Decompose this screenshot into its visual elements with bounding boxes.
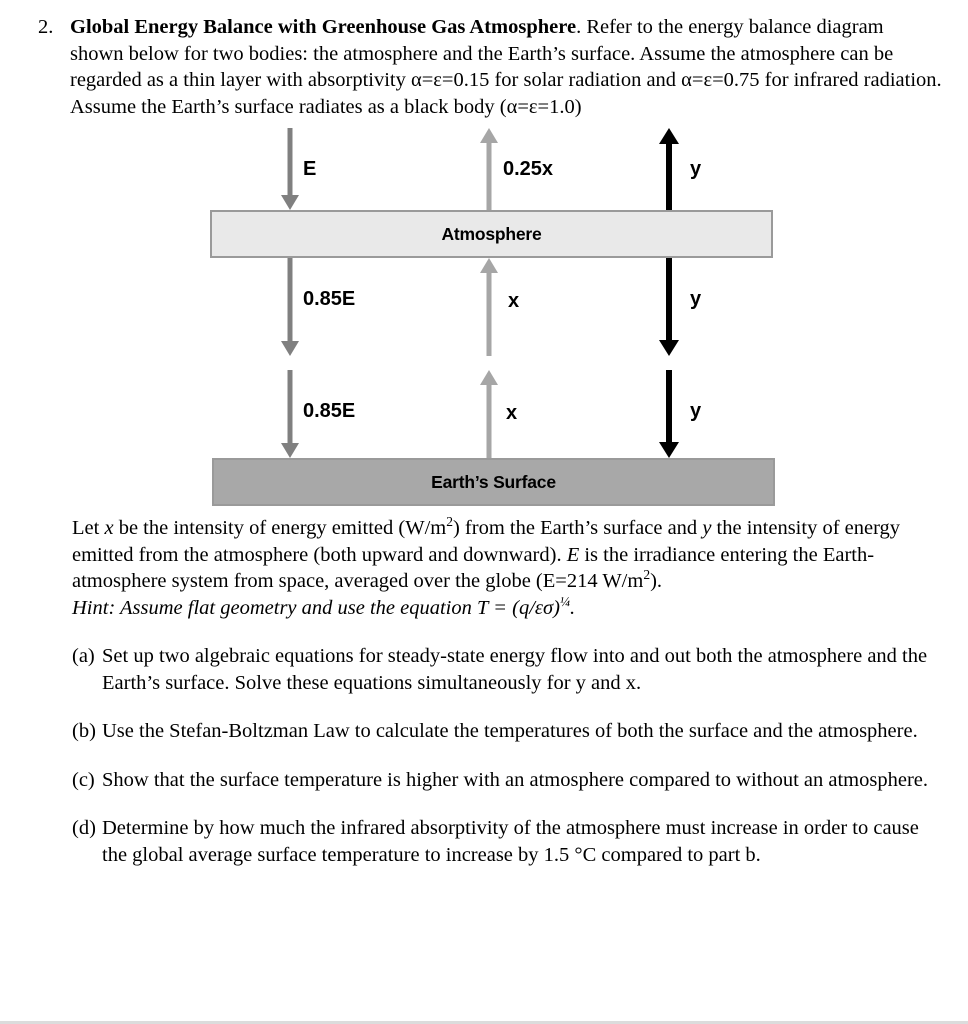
def-superscript-2a: 2 xyxy=(446,514,453,530)
arrow-shaft xyxy=(487,142,492,210)
def-part-d: the intensity of energy emitted from the atmosphere (both upward and downward). xyxy=(72,517,901,566)
arrow-head-down xyxy=(281,195,299,210)
part-text-b: Use the Stefan-Boltzman Law to calculate the temperatures of both the surface and the atmosphere. xyxy=(102,720,918,742)
problem-number: 2. xyxy=(38,16,54,38)
hint-exponent: ¼ xyxy=(559,593,571,609)
part-text-c: Show that the surface temperature is higher with an atmosphere compared to without an atmosphere. xyxy=(102,768,929,791)
arrow-label-atmosphere-emission-down-upper: y xyxy=(690,288,702,310)
part-marker-a: (a) xyxy=(72,645,95,667)
arrow-label-atmosphere-emission-up: y xyxy=(690,158,702,180)
problem-intro-continuation: . Refer to the energy balance diagram shown below for two bodies: the atmosphere and the Earth’s surface. Assume the atmosphere can be regarded as a thin layer with absorptivity α=ε=0.15 for solar radiation and α=ε=0.75 for infrared radiation. Assume the Earth’s surface radiates as a black body (α=ε=1.0) xyxy=(70,16,942,118)
energy-balance-diagram xyxy=(0,120,968,515)
def-var-E: E xyxy=(566,543,580,566)
arrow-solar-to-surface xyxy=(280,370,300,458)
problem-part-b xyxy=(72,718,942,745)
arrow-label-surface-emission-upper: x xyxy=(508,290,520,312)
arrow-shaft xyxy=(666,143,672,210)
problem-part-c xyxy=(72,767,942,794)
arrow-solar-through-atmosphere xyxy=(280,258,300,356)
arrow-label-incoming-solar-top: E xyxy=(303,158,317,180)
arrow-head-down xyxy=(281,341,299,356)
problem-parts-list xyxy=(0,643,968,868)
earth-surface-layer-label: Earth’s Surface xyxy=(431,471,556,492)
arrow-atmosphere-emission-down-lower xyxy=(659,370,679,458)
def-var-x: x xyxy=(104,517,114,539)
definitions-paragraph xyxy=(0,515,968,621)
arrow-label-solar-through-atmosphere: 0.85E xyxy=(303,288,356,310)
arrow-reflected-emitted-top xyxy=(479,128,499,210)
atmosphere-layer-label: Atmosphere xyxy=(441,223,542,244)
atmosphere-layer-box xyxy=(210,210,773,258)
def-lead: Let xyxy=(72,517,105,539)
def-part-c: ) from the Earth’s surface and xyxy=(452,517,703,539)
problem-row xyxy=(38,14,942,120)
def-part-f: ). xyxy=(650,570,663,592)
arrow-label-surface-emission-lower: x xyxy=(506,402,518,424)
arrow-head-down xyxy=(659,340,679,356)
earth-surface-layer-box xyxy=(212,458,775,506)
arrow-shaft xyxy=(666,258,672,341)
part-text-d: Determine by how much the infrared absorptivity of the atmosphere must increase in order to cause the global average surface temperature to increase by 1.5 °C compared to part b. xyxy=(102,817,919,866)
hint-text: Hint: Assume flat geometry and use the equation T = (q/εσ) xyxy=(72,596,560,619)
arrow-label-reflected-emitted-top: 0.25x xyxy=(503,158,554,180)
arrow-head-down xyxy=(281,443,299,458)
problem-part-a xyxy=(72,643,942,696)
arrow-shaft xyxy=(487,272,492,356)
arrow-shaft xyxy=(487,384,492,458)
hint-line xyxy=(72,595,942,622)
arrow-atmosphere-emission-up xyxy=(659,128,679,210)
hint-tail: . xyxy=(570,596,576,619)
arrow-head-up xyxy=(480,258,498,273)
arrow-surface-emission-upper xyxy=(479,258,499,356)
arrow-head-up xyxy=(480,128,498,143)
def-part-b: be the intensity of energy emitted (W/m xyxy=(113,517,447,539)
def-part-e: is the irradiance entering the Earth-atmosphere system from space, averaged over the globe (E=214 W/m xyxy=(72,543,875,592)
arrow-label-atmosphere-emission-down-lower: y xyxy=(690,400,702,422)
arrow-shaft xyxy=(288,370,293,444)
problem-intro-text xyxy=(70,14,942,120)
arrow-head-up xyxy=(659,128,679,144)
arrow-label-solar-to-surface: 0.85E xyxy=(303,400,356,422)
problem-title: Global Energy Balance with Greenhouse Gas Atmosphere xyxy=(70,16,577,38)
arrow-shaft xyxy=(288,258,293,342)
arrow-head-up xyxy=(480,370,498,385)
arrow-surface-emission-lower xyxy=(479,370,499,458)
part-marker-d: (d) xyxy=(72,817,96,839)
part-marker-b: (b) xyxy=(72,720,96,742)
arrow-atmosphere-emission-down-upper xyxy=(659,258,679,356)
arrow-shaft xyxy=(288,128,293,196)
def-superscript-2b: 2 xyxy=(643,567,651,583)
arrow-shaft xyxy=(666,370,672,443)
definitions-text xyxy=(72,515,942,595)
arrow-head-down xyxy=(659,442,679,458)
arrow-incoming-solar-top xyxy=(280,128,300,210)
def-var-y: y xyxy=(702,517,712,539)
part-text-a: Set up two algebraic equations for steady-state energy flow into and out both the atmosphere and the Earth’s surface. Solve these equations simultaneously for y and x. xyxy=(102,645,928,694)
part-marker-c: (c) xyxy=(72,768,95,791)
problem-statement xyxy=(0,0,968,120)
problem-part-d xyxy=(72,815,942,868)
